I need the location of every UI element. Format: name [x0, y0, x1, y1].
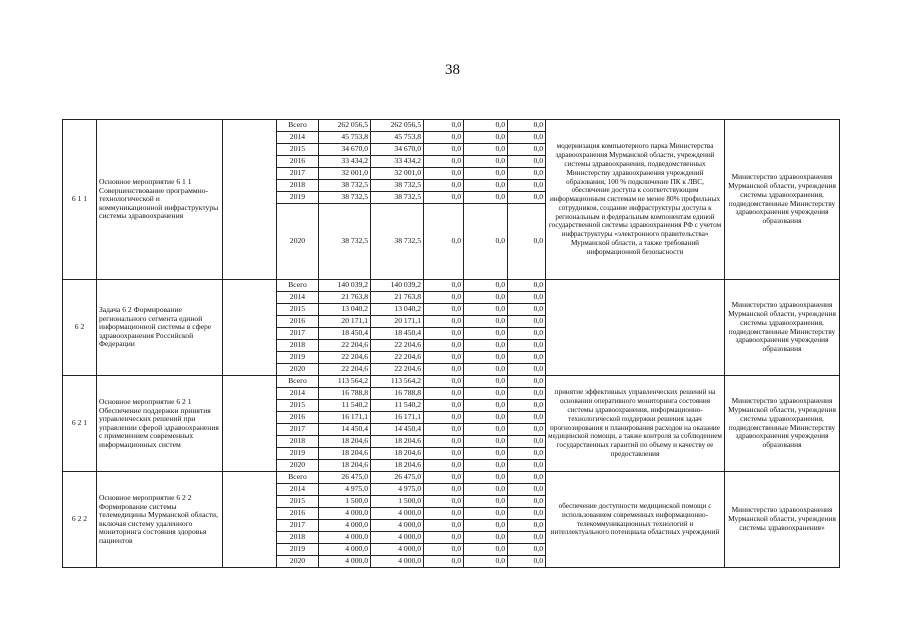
total-amount-cell: 22 204,6	[319, 340, 371, 352]
other-sources-cell: 0,0	[508, 484, 546, 496]
federal-budget-cell: 0,0	[424, 532, 464, 544]
executor-cell: Министерство здравоохранения Мурманской области, учреждения системы здравоохранения»	[725, 472, 840, 568]
other-sources-cell: 0,0	[508, 192, 546, 204]
executor-cell: Министерство здравоохранения Мурманской области, учреждения системы здравоохранения, подведомственные Министерству здравоохранения учреждения образования	[725, 120, 840, 280]
total-amount-cell: 4 000,0	[319, 544, 371, 556]
result-description: модернизация компьютерного парка Министерства здравоохранения Мурманской области, учреждений системы здравоохранения, подведомственных Министерству здравоохранения учреждений образования, 100 % подключение ПК к ЛВС, обеспечение доступа к соответствующим информационным системам не менее 80% профильных сотрудников, создание инфраструктуры доступа к региональным и федеральным компонентам единой государственной системы здравоохранения РФ с учетом инфраструктуры «электронного правительства» Мурманской области, а также требований информационной безопасности	[546, 120, 725, 280]
other-sources-cell: 0,0	[508, 156, 546, 168]
year-cell: 2017	[277, 168, 319, 180]
other-sources-cell: 0,0	[508, 424, 546, 436]
year-cell: 2017	[277, 520, 319, 532]
other-sources-cell: 0,0	[508, 472, 546, 484]
item-number: 6 2 2	[63, 472, 97, 568]
federal-budget-cell: 0,0	[424, 204, 464, 280]
regional-budget-cell: 38 732,5	[371, 204, 424, 280]
year-cell: 2017	[277, 328, 319, 340]
local-budget-cell: 0,0	[464, 180, 508, 192]
total-amount-cell: 26 475,0	[319, 472, 371, 484]
regional-budget-cell: 22 204,6	[371, 364, 424, 376]
regional-budget-cell: 38 732,5	[371, 192, 424, 204]
federal-budget-cell: 0,0	[424, 448, 464, 460]
total-amount-cell: 113 564,2	[319, 376, 371, 388]
total-amount-cell: 14 450,4	[319, 424, 371, 436]
year-cell: 2016	[277, 156, 319, 168]
regional-budget-cell: 26 475,0	[371, 472, 424, 484]
year-cell: Всего	[277, 280, 319, 292]
local-budget-cell: 0,0	[464, 376, 508, 388]
year-cell: 2020	[277, 204, 319, 280]
result-description	[546, 280, 725, 376]
local-budget-cell: 0,0	[464, 192, 508, 204]
year-cell: 2018	[277, 340, 319, 352]
executor-cell: Министерство здравоохранения Мурманской области, учреждения системы здравоохранения, подведомственные Министерству здравоохранения учреждения образования	[725, 376, 840, 472]
total-amount-cell: 140 039,2	[319, 280, 371, 292]
local-budget-cell: 0,0	[464, 132, 508, 144]
activity-name: Основное мероприятие 6 2 2 Формирование системы телемедицины Мурманской области, включая систему удаленного мониторинга состояния здоровья пациентов	[97, 472, 223, 568]
other-sources-cell: 0,0	[508, 376, 546, 388]
other-sources-cell: 0,0	[508, 144, 546, 156]
executor-cell: Министерство здравоохранения Мурманской области, учреждения системы здравоохранения, подведомственные Министерству здравоохранения учреждения образования	[725, 280, 840, 376]
other-sources-cell: 0,0	[508, 412, 546, 424]
year-cell: 2017	[277, 424, 319, 436]
year-cell: 2019	[277, 352, 319, 364]
year-cell: 2018	[277, 436, 319, 448]
local-budget-cell: 0,0	[464, 204, 508, 280]
year-cell: 2015	[277, 304, 319, 316]
other-sources-cell: 0,0	[508, 316, 546, 328]
total-amount-cell: 38 732,5	[319, 204, 371, 280]
year-cell: 2015	[277, 400, 319, 412]
total-amount-cell: 11 540,2	[319, 400, 371, 412]
total-amount-cell: 38 732,5	[319, 180, 371, 192]
local-budget-cell: 0,0	[464, 424, 508, 436]
regional-budget-cell: 20 171,1	[371, 316, 424, 328]
total-amount-cell: 22 204,6	[319, 364, 371, 376]
total-amount-cell: 22 204,6	[319, 352, 371, 364]
total-amount-cell: 18 450,4	[319, 328, 371, 340]
regional-budget-cell: 32 001,0	[371, 168, 424, 180]
item-number: 6 2	[63, 280, 97, 376]
other-sources-cell: 0,0	[508, 496, 546, 508]
total-amount-cell: 4 000,0	[319, 556, 371, 568]
year-cell: 2016	[277, 316, 319, 328]
federal-budget-cell: 0,0	[424, 340, 464, 352]
other-sources-cell: 0,0	[508, 328, 546, 340]
total-amount-cell: 18 204,6	[319, 448, 371, 460]
federal-budget-cell: 0,0	[424, 460, 464, 472]
total-amount-cell: 16 171,1	[319, 412, 371, 424]
activity-name: Основное мероприятие 6 2 1 Обеспечение поддержки принятия управленческих решений при управлении сферой здравоохранения с применением современных информационных систем	[97, 376, 223, 472]
year-cell: 2019	[277, 448, 319, 460]
local-budget-cell: 0,0	[464, 484, 508, 496]
activity-name: Задача 6 2 Формирование регионального сегмента единой информационной системы в сфере здравоохранения Российской Федерации	[97, 280, 223, 376]
year-cell: 2020	[277, 460, 319, 472]
federal-budget-cell: 0,0	[424, 544, 464, 556]
local-budget-cell: 0,0	[464, 496, 508, 508]
deadline-cell	[223, 472, 277, 568]
year-cell: 2019	[277, 544, 319, 556]
federal-budget-cell: 0,0	[424, 304, 464, 316]
deadline-cell	[223, 280, 277, 376]
federal-budget-cell: 0,0	[424, 436, 464, 448]
year-cell: 2016	[277, 508, 319, 520]
year-cell: 2014	[277, 484, 319, 496]
federal-budget-cell: 0,0	[424, 328, 464, 340]
regional-budget-cell: 262 056,5	[371, 120, 424, 132]
total-amount-cell: 4 000,0	[319, 532, 371, 544]
federal-budget-cell: 0,0	[424, 364, 464, 376]
regional-budget-cell: 4 975,0	[371, 484, 424, 496]
regional-budget-cell: 13 040,2	[371, 304, 424, 316]
year-cell: Всего	[277, 120, 319, 132]
federal-budget-cell: 0,0	[424, 316, 464, 328]
other-sources-cell: 0,0	[508, 460, 546, 472]
regional-budget-cell: 33 434,2	[371, 156, 424, 168]
table-row	[63, 472, 840, 484]
regional-budget-cell: 4 000,0	[371, 532, 424, 544]
federal-budget-cell: 0,0	[424, 168, 464, 180]
year-cell: 2020	[277, 556, 319, 568]
total-amount-cell: 262 056,5	[319, 120, 371, 132]
year-cell: 2020	[277, 364, 319, 376]
year-cell: Всего	[277, 472, 319, 484]
page-number: 38	[445, 62, 460, 78]
local-budget-cell: 0,0	[464, 520, 508, 532]
regional-budget-cell: 14 450,4	[371, 424, 424, 436]
regional-budget-cell: 45 753,8	[371, 132, 424, 144]
total-amount-cell: 20 171,1	[319, 316, 371, 328]
regional-budget-cell: 4 000,0	[371, 544, 424, 556]
total-amount-cell: 32 001,0	[319, 168, 371, 180]
federal-budget-cell: 0,0	[424, 192, 464, 204]
local-budget-cell: 0,0	[464, 352, 508, 364]
federal-budget-cell: 0,0	[424, 156, 464, 168]
other-sources-cell: 0,0	[508, 180, 546, 192]
local-budget-cell: 0,0	[464, 168, 508, 180]
other-sources-cell: 0,0	[508, 388, 546, 400]
other-sources-cell: 0,0	[508, 304, 546, 316]
year-cell: 2018	[277, 180, 319, 192]
federal-budget-cell: 0,0	[424, 388, 464, 400]
activity-name: Основное мероприятие 6 1 1 Совершенствование программно-технологической и коммуникационной инфраструктуры системы здравоохранения	[97, 120, 223, 280]
total-amount-cell: 4 000,0	[319, 508, 371, 520]
other-sources-cell: 0,0	[508, 556, 546, 568]
local-budget-cell: 0,0	[464, 448, 508, 460]
local-budget-cell: 0,0	[464, 472, 508, 484]
regional-budget-cell: 38 732,5	[371, 180, 424, 192]
year-cell: 2018	[277, 532, 319, 544]
regional-budget-cell: 18 450,4	[371, 328, 424, 340]
total-amount-cell: 34 670,0	[319, 144, 371, 156]
year-cell: 2014	[277, 388, 319, 400]
total-amount-cell: 38 732,5	[319, 192, 371, 204]
regional-budget-cell: 4 000,0	[371, 556, 424, 568]
federal-budget-cell: 0,0	[424, 352, 464, 364]
other-sources-cell: 0,0	[508, 520, 546, 532]
other-sources-cell: 0,0	[508, 132, 546, 144]
other-sources-cell: 0,0	[508, 120, 546, 132]
local-budget-cell: 0,0	[464, 508, 508, 520]
local-budget-cell: 0,0	[464, 304, 508, 316]
regional-budget-cell: 18 204,6	[371, 448, 424, 460]
regional-budget-cell: 22 204,6	[371, 352, 424, 364]
regional-budget-cell: 16 788,8	[371, 388, 424, 400]
regional-budget-cell: 18 204,6	[371, 436, 424, 448]
federal-budget-cell: 0,0	[424, 292, 464, 304]
deadline-cell	[223, 376, 277, 472]
total-amount-cell: 18 204,6	[319, 460, 371, 472]
regional-budget-cell: 1 500,0	[371, 496, 424, 508]
federal-budget-cell: 0,0	[424, 132, 464, 144]
regional-budget-cell: 34 670,0	[371, 144, 424, 156]
program-activities-table	[62, 119, 840, 568]
other-sources-cell: 0,0	[508, 280, 546, 292]
local-budget-cell: 0,0	[464, 436, 508, 448]
other-sources-cell: 0,0	[508, 400, 546, 412]
year-cell: 2016	[277, 412, 319, 424]
federal-budget-cell: 0,0	[424, 556, 464, 568]
federal-budget-cell: 0,0	[424, 472, 464, 484]
local-budget-cell: 0,0	[464, 544, 508, 556]
result-description: обеспечение доступности медицинской помощи с использованием современных информационно-телекоммуникационных технологий и интеллектуального потенциала областных учреждений	[546, 472, 725, 568]
local-budget-cell: 0,0	[464, 144, 508, 156]
federal-budget-cell: 0,0	[424, 400, 464, 412]
total-amount-cell: 21 763,8	[319, 292, 371, 304]
deadline-cell	[223, 120, 277, 280]
regional-budget-cell: 113 564,2	[371, 376, 424, 388]
local-budget-cell: 0,0	[464, 156, 508, 168]
other-sources-cell: 0,0	[508, 448, 546, 460]
item-number: 6 1 1	[63, 120, 97, 280]
local-budget-cell: 0,0	[464, 120, 508, 132]
federal-budget-cell: 0,0	[424, 496, 464, 508]
other-sources-cell: 0,0	[508, 204, 546, 280]
regional-budget-cell: 21 763,8	[371, 292, 424, 304]
federal-budget-cell: 0,0	[424, 484, 464, 496]
year-cell: 2014	[277, 132, 319, 144]
federal-budget-cell: 0,0	[424, 120, 464, 132]
other-sources-cell: 0,0	[508, 436, 546, 448]
local-budget-cell: 0,0	[464, 412, 508, 424]
local-budget-cell: 0,0	[464, 328, 508, 340]
other-sources-cell: 0,0	[508, 292, 546, 304]
federal-budget-cell: 0,0	[424, 424, 464, 436]
federal-budget-cell: 0,0	[424, 144, 464, 156]
table-row	[63, 376, 840, 388]
local-budget-cell: 0,0	[464, 556, 508, 568]
regional-budget-cell: 4 000,0	[371, 508, 424, 520]
other-sources-cell: 0,0	[508, 340, 546, 352]
federal-budget-cell: 0,0	[424, 180, 464, 192]
table-row	[63, 120, 840, 132]
regional-budget-cell: 16 171,1	[371, 412, 424, 424]
regional-budget-cell: 18 204,6	[371, 460, 424, 472]
total-amount-cell: 16 788,8	[319, 388, 371, 400]
federal-budget-cell: 0,0	[424, 508, 464, 520]
total-amount-cell: 4 000,0	[319, 520, 371, 532]
other-sources-cell: 0,0	[508, 168, 546, 180]
local-budget-cell: 0,0	[464, 400, 508, 412]
local-budget-cell: 0,0	[464, 340, 508, 352]
local-budget-cell: 0,0	[464, 388, 508, 400]
federal-budget-cell: 0,0	[424, 280, 464, 292]
other-sources-cell: 0,0	[508, 544, 546, 556]
total-amount-cell: 1 500,0	[319, 496, 371, 508]
local-budget-cell: 0,0	[464, 280, 508, 292]
regional-budget-cell: 22 204,6	[371, 340, 424, 352]
year-cell: 2014	[277, 292, 319, 304]
regional-budget-cell: 11 540,2	[371, 400, 424, 412]
year-cell: 2019	[277, 192, 319, 204]
regional-budget-cell: 140 039,2	[371, 280, 424, 292]
year-cell: 2015	[277, 496, 319, 508]
local-budget-cell: 0,0	[464, 532, 508, 544]
local-budget-cell: 0,0	[464, 460, 508, 472]
total-amount-cell: 18 204,6	[319, 436, 371, 448]
other-sources-cell: 0,0	[508, 352, 546, 364]
table-row	[63, 280, 840, 292]
federal-budget-cell: 0,0	[424, 412, 464, 424]
local-budget-cell: 0,0	[464, 364, 508, 376]
federal-budget-cell: 0,0	[424, 376, 464, 388]
other-sources-cell: 0,0	[508, 532, 546, 544]
total-amount-cell: 45 753,8	[319, 132, 371, 144]
item-number: 6 2 1	[63, 376, 97, 472]
other-sources-cell: 0,0	[508, 508, 546, 520]
year-cell: 2015	[277, 144, 319, 156]
total-amount-cell: 4 975,0	[319, 484, 371, 496]
total-amount-cell: 33 434,2	[319, 156, 371, 168]
total-amount-cell: 13 040,2	[319, 304, 371, 316]
local-budget-cell: 0,0	[464, 316, 508, 328]
result-description: принятие эффективных управленческих решений на основании оперативного мониторинга состояния системы здравоохранения, информационно-технологической поддержки решения задач прогнозирования и планирования расходов на оказание медицинской помощи, а также контроля за соблюдением государственных гарантий по объему и качеству ее предоставления	[546, 376, 725, 472]
year-cell: Всего	[277, 376, 319, 388]
regional-budget-cell: 4 000,0	[371, 520, 424, 532]
federal-budget-cell: 0,0	[424, 520, 464, 532]
other-sources-cell: 0,0	[508, 364, 546, 376]
local-budget-cell: 0,0	[464, 292, 508, 304]
